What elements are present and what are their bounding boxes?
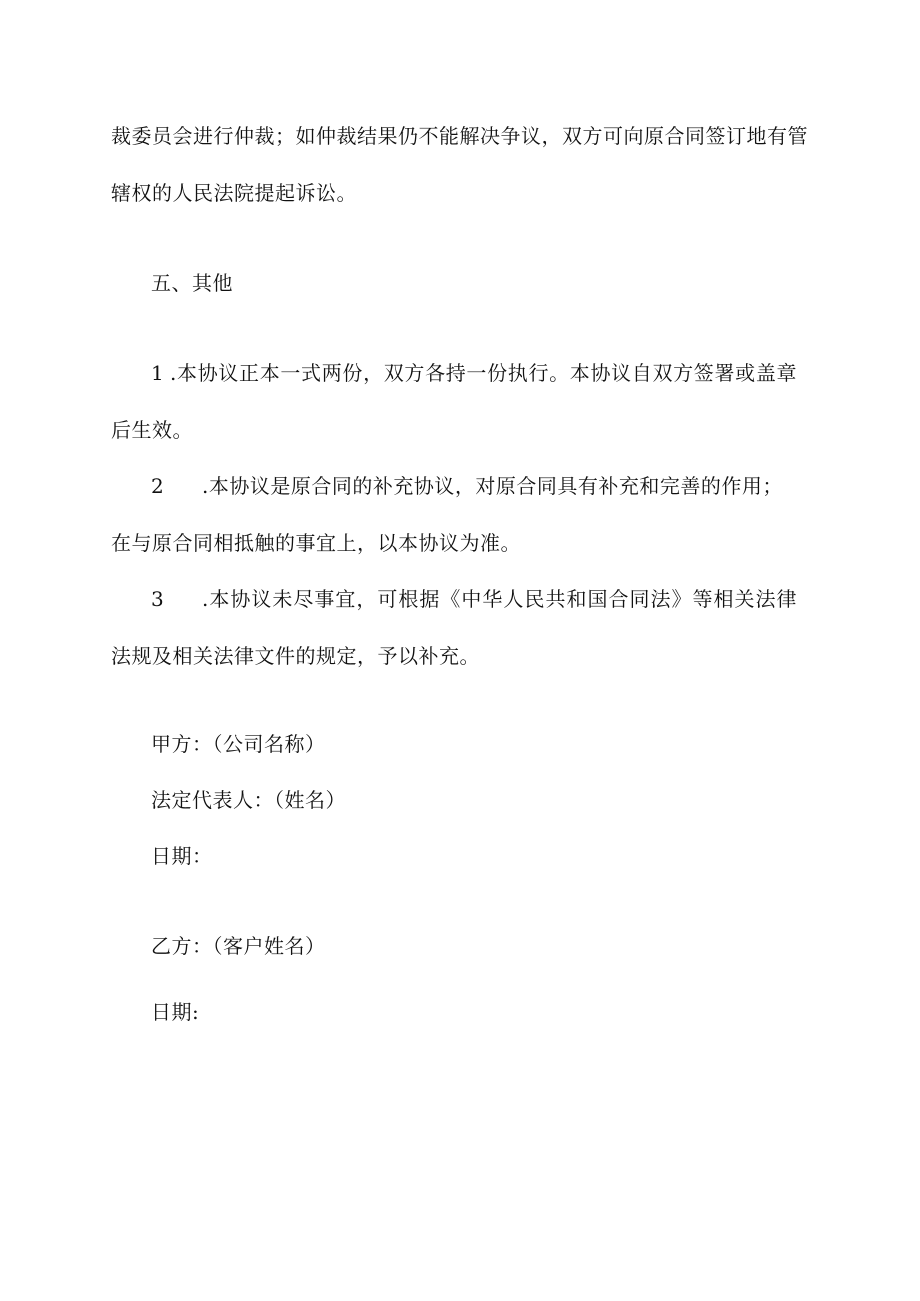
item-2-line-2: 在与原合同相抵触的事宜上，以本协议为准。 (111, 531, 521, 555)
party-a-date-label: 日期： (151, 844, 213, 868)
item-2-number: 2 (151, 474, 164, 498)
party-b-label: 乙方：（客户姓名） (151, 934, 326, 958)
item-3-line-2: 法规及相关法律文件的规定，予以补充。 (111, 644, 480, 668)
section-heading-other: 五、其他 (151, 271, 233, 295)
party-a-label: 甲方：（公司名称） (151, 732, 326, 756)
party-b-date-label: 日期: (151, 1000, 200, 1024)
item-1-line-1: .本协议正本一式两份，双方各持一份执行。本协议自双方签署或盖章 (170, 361, 797, 385)
dispute-clause-line-1: 裁委员会进行仲裁；如仲裁结果仍不能解决争议，双方可向原合同签订地有管 (111, 124, 808, 148)
item-2-line-1: .本协议是原合同的补充协议，对原合同具有补充和完善的作用； (202, 474, 783, 498)
legal-representative-label: 法定代表人：（姓名） (151, 788, 346, 812)
item-1-line-2: 后生效。 (111, 418, 193, 442)
dispute-clause-line-2: 辖权的人民法院提起诉讼。 (111, 181, 357, 205)
item-3-number: 3 (151, 587, 164, 611)
item-3-line-1: .本协议未尽事宜，可根据《中华人民共和国合同法》等相关法律 (202, 587, 797, 611)
item-1-number: 1 (151, 361, 164, 385)
